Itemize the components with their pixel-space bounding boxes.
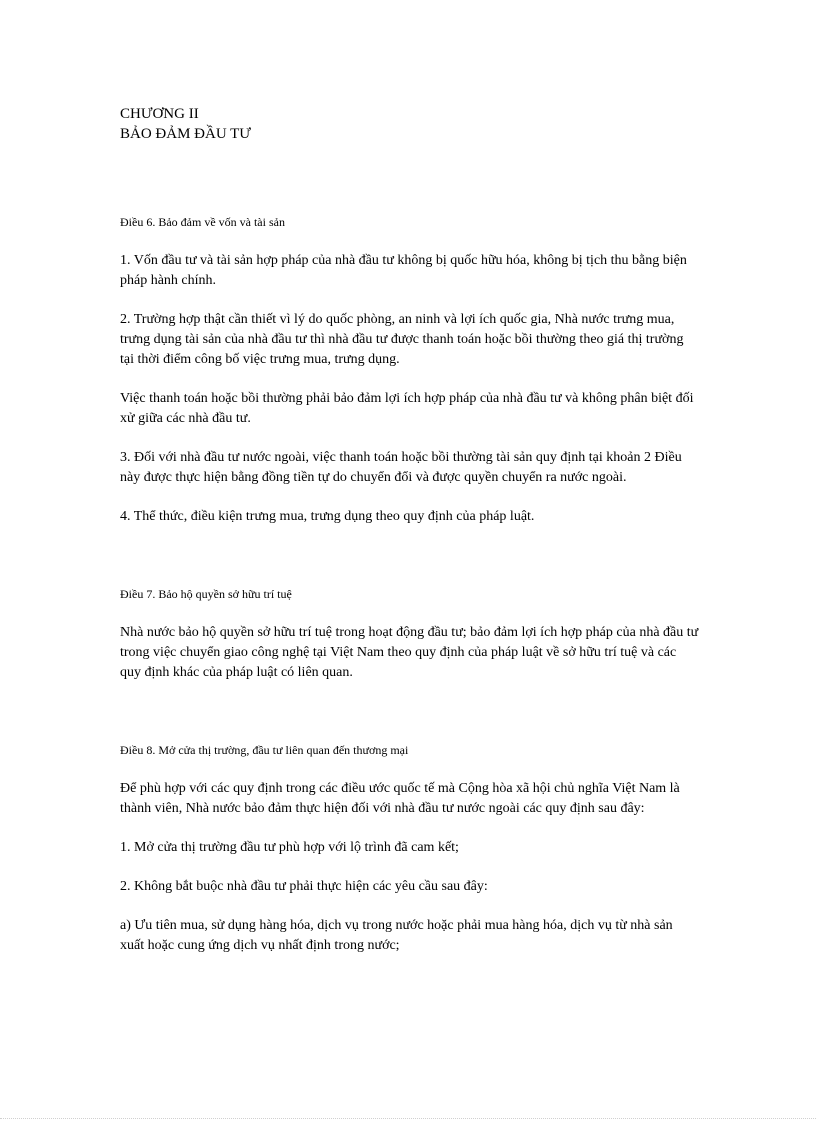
article-8-paragraph-2: 1. Mở cửa thị trường đầu tư phù hợp với lộ trình đã cam kết; [120, 840, 459, 855]
article-6-paragraph-4: 3. Đối với nhà đầu tư nước ngoài, việc thanh toán hoặc bồi thường tài sản quy định tại khoản 2 Điều này được thực hiện bằng đồng tiền tự do chuyển đổi và được quyền chuyển ra nước ngoài. [120, 450, 682, 485]
article-8-paragraph-4: a) Ưu tiên mua, sử dụng hàng hóa, dịch vụ trong nước hoặc phải mua hàng hóa, dịch vụ từ nhà sản xuất hoặc cung ứng dịch vụ nhất định trong nước; [120, 918, 673, 953]
article-6-paragraph-3: Việc thanh toán hoặc bồi thường phải bảo đảm lợi ích hợp pháp của nhà đầu tư và không phân biệt đối xử giữa các nhà đầu tư. [120, 391, 694, 426]
article-8-heading: Điều 8. Mở cửa thị trường, đầu tư liên quan đến thương mại [120, 743, 409, 757]
chapter-number: CHƯƠNG II [120, 106, 199, 122]
article-7-paragraph-1: Nhà nước bảo hộ quyền sở hữu trí tuệ trong hoạt động đầu tư; bảo đảm lợi ích hợp pháp của nhà đầu tư trong việc chuyển giao công nghệ tại Việt Nam theo quy định của pháp luật về sở hữu trí tuệ và các quy định khác của pháp luật có liên quan. [120, 625, 699, 680]
article-6-paragraph-5: 4. Thể thức, điều kiện trưng mua, trưng dụng theo quy định của pháp luật. [120, 509, 535, 524]
article-6-paragraph-2: 2. Trường hợp thật cần thiết vì lý do quốc phòng, an ninh và lợi ích quốc gia, Nhà nước trưng mua, trưng dụng tài sản của nhà đầu tư thì nhà đầu tư được thanh toán hoặc bồi thường theo giá thị trường tại thời điểm công bố việc trưng mua, trưng dụng. [120, 312, 684, 367]
document-page [120, 104, 700, 956]
page-bottom-divider [0, 1118, 816, 1119]
article-6-paragraph-1: 1. Vốn đầu tư và tài sản hợp pháp của nhà đầu tư không bị quốc hữu hóa, không bị tịch thu bằng biện pháp hành chính. [120, 253, 687, 288]
article-6-heading: Điều 6. Bảo đảm về vốn và tài sản [120, 215, 285, 229]
chapter-title: BẢO ĐẢM ĐẦU TƯ [120, 126, 251, 142]
article-7-heading: Điều 7. Bảo hộ quyền sở hữu trí tuệ [120, 587, 292, 601]
article-8-paragraph-1: Để phù hợp với các quy định trong các điều ước quốc tế mà Cộng hòa xã hội chủ nghĩa Việt Nam là thành viên, Nhà nước bảo đảm thực hiện đối với nhà đầu tư nước ngoài các quy định sau đây: [120, 781, 680, 816]
article-8-paragraph-3: 2. Không bắt buộc nhà đầu tư phải thực hiện các yêu cầu sau đây: [120, 879, 488, 894]
